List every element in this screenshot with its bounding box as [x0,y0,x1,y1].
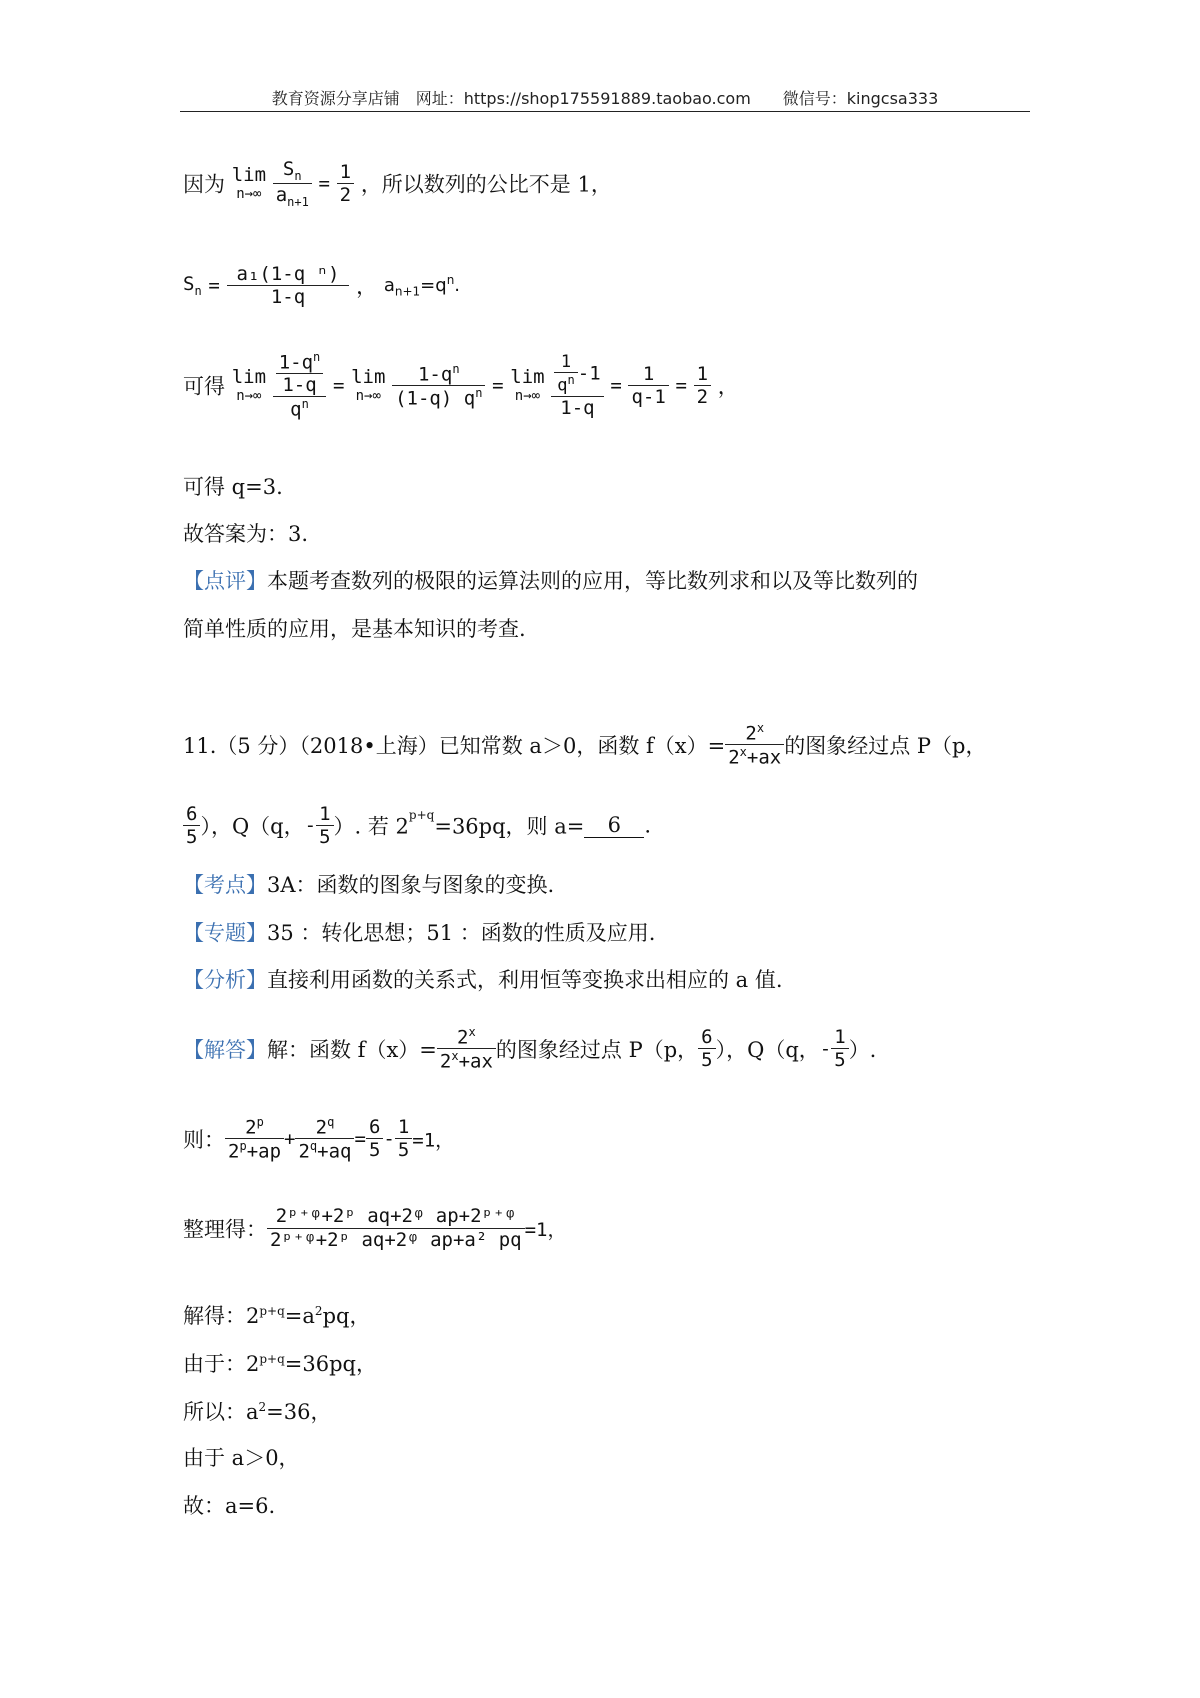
lim-subscript: n→∞ [236,186,262,203]
review-text: 本题考查数列的极限的运算法则的应用，等比数列求和以及等比数列的 [267,569,918,593]
zhuanti-tag: 【专题】 [183,921,267,945]
compound-fraction-3: $\frac{1}{q^n}$ -1 1-q [551,352,603,419]
limit-operator: lim n→∞ [351,366,386,405]
line-limit-derivation [183,350,739,421]
function-fraction: $\frac{2^x}{2^x+ax}$ [725,721,784,769]
question-11-line-1 [183,721,986,769]
fraction-one-half [337,161,354,206]
fraction-2q: $\frac{2^q}{2^q+aq}$ [295,1115,354,1163]
line-sum-formula [183,263,460,308]
denominator: 2 [339,183,352,206]
lim-word: lim [231,164,267,187]
fraction-1-5: $\frac{1}{5}$ [831,1026,848,1071]
an1-expression: $a_{n+1}=q^n$. [383,272,461,299]
numerator: a₁(1-q ⁿ) [227,263,350,286]
inner-fraction: $\frac{1-q^n}{1-q}$ [276,350,324,396]
limit-operator: lim n→∞ [510,366,545,405]
kaodian-line: 【考点】3A：函数的图象与图象的变换. [183,873,555,897]
limit-operator [232,164,266,202]
function-fraction: $\frac{2^x}{2^x+ax}$ [437,1025,496,1073]
equals: = [492,374,504,397]
fraction-6-5: $\frac{6}{5}$ [698,1026,715,1071]
review-line-1 [183,571,918,592]
denominator: 1-q [270,286,306,308]
kaodian-tag: 【考点】 [183,873,267,897]
equals: = [610,374,622,397]
youyu2-line: 由于 a＞0， [183,1446,300,1470]
answer-blank: 6 [584,813,644,838]
header-divider [180,111,1030,112]
review-line-2: 简单性质的应用，是基本知识的考查. [183,617,526,641]
denominator: $q^n$ [290,397,309,421]
line-limit-ratio [183,158,612,209]
fraction-1-5: $\frac{1}{5}$ [395,1116,412,1161]
text: ，所以数列的公比不是 1， [360,172,612,197]
q11-text: 的图象经过点 P（p， [784,733,987,758]
sn: $S_n$ [183,273,202,298]
equals: = [332,374,345,397]
fraction-5: $\frac{1}{2}$ [694,363,711,408]
jieda-tag: 【解答】 [183,1037,267,1062]
jieda-line: 【解答】解：函数 f（x）= $\frac{2^x}{2^x+ax}$ 的图象经过点 P（p， $\frac{6}{5}$ ），Q（q，- $\frac{1}{5}$ ）. [183,1025,877,1073]
inner-fraction: $\frac{1}{q^n}$ [554,352,577,396]
suoyi-line: 所以：$a^2=36$， [183,1400,332,1424]
ze-line: 则： $\frac{2^p}{2^p+ap}$ + $\frac{2^q}{2^q+aq}$ = $\frac{6}{5}$ - $\frac{1}{5}$ =1， [183,1115,455,1163]
zhuanti-line: 【专题】35 ：转化思想；51 ：函数的性质及应用. [183,921,656,945]
equals: = [675,374,687,397]
separator: ， [356,274,378,299]
compound-fraction-1 [273,350,327,421]
numerator: $S_n$ [273,158,312,184]
review-tag: 【点评】 [183,569,267,593]
fraction-4: $\frac{1}{q-1}$ [628,363,668,408]
text: ， [717,374,739,399]
equals: = [318,172,330,195]
fraction-1-5: $\frac{1}{5}$ [316,803,333,848]
numerator [273,350,327,397]
fraction-sum [227,263,350,308]
fraction-sn-over-an1 [273,158,312,209]
page-header: 教育资源分享店铺 网址：https://shop175591889.taobao.com 微信号：kingcsa333 [271,89,939,108]
fraction-2: $\frac{1-q^n}{(1-q) q^n}$ [392,362,485,410]
jiede-line: 解得：$2^{p+q}=a^2pq$， [183,1304,371,1328]
question-11-line-2: $\frac{6}{5}$ ），Q（q，- $\frac{1}{5}$ ）. 若 $2^{p+q}=36pq$，则 a= 6 . [183,803,651,848]
fenxi-tag: 【分析】 [183,968,267,992]
equals: = [208,274,220,297]
zhengli-line: 整理得： $\frac{\text{2ᵖ⁺ᵠ+2ᵖ aq+2ᵠ ap+2ᵖ⁺ᵠ}}{\text{2ᵖ⁺ᵠ+2ᵖ aq+2ᵠ ap+a² pq}}$ =1， [183,1205,567,1251]
gu-line: 故：a=6. [183,1494,276,1518]
line-q-equals-3: 可得 q=3. [183,475,283,499]
fraction-6-5: $\frac{6}{5}$ [366,1116,383,1161]
denominator: $a_{n+1}$ [275,183,309,209]
text: 因为 [183,172,225,197]
youyu-line: 由于：$2^{p+q}=36pq$， [183,1352,377,1376]
line-answer: 故答案为：3. [183,522,309,546]
simplified-fraction: $\frac{\text{2ᵖ⁺ᵠ+2ᵖ aq+2ᵠ ap+2ᵖ⁺ᵠ}}{\text{2ᵖ⁺ᵠ+2ᵖ aq+2ᵠ ap+a² pq}}$ [267,1205,525,1252]
fraction-2p: $\frac{2^p}{2^p+ap}$ [225,1115,284,1163]
fraction-6-5: $\frac{6}{5}$ [183,803,200,848]
q11-text: 11.（5 分）（2018•上海）已知常数 a＞0，函数 f（x）= [183,733,726,758]
numerator: 1 [337,161,354,184]
limit-operator: lim n→∞ [231,366,267,405]
fenxi-line: 【分析】直接利用函数的关系式，利用恒等变换求出相应的 a 值. [183,968,783,992]
text: 可得 [183,374,225,399]
